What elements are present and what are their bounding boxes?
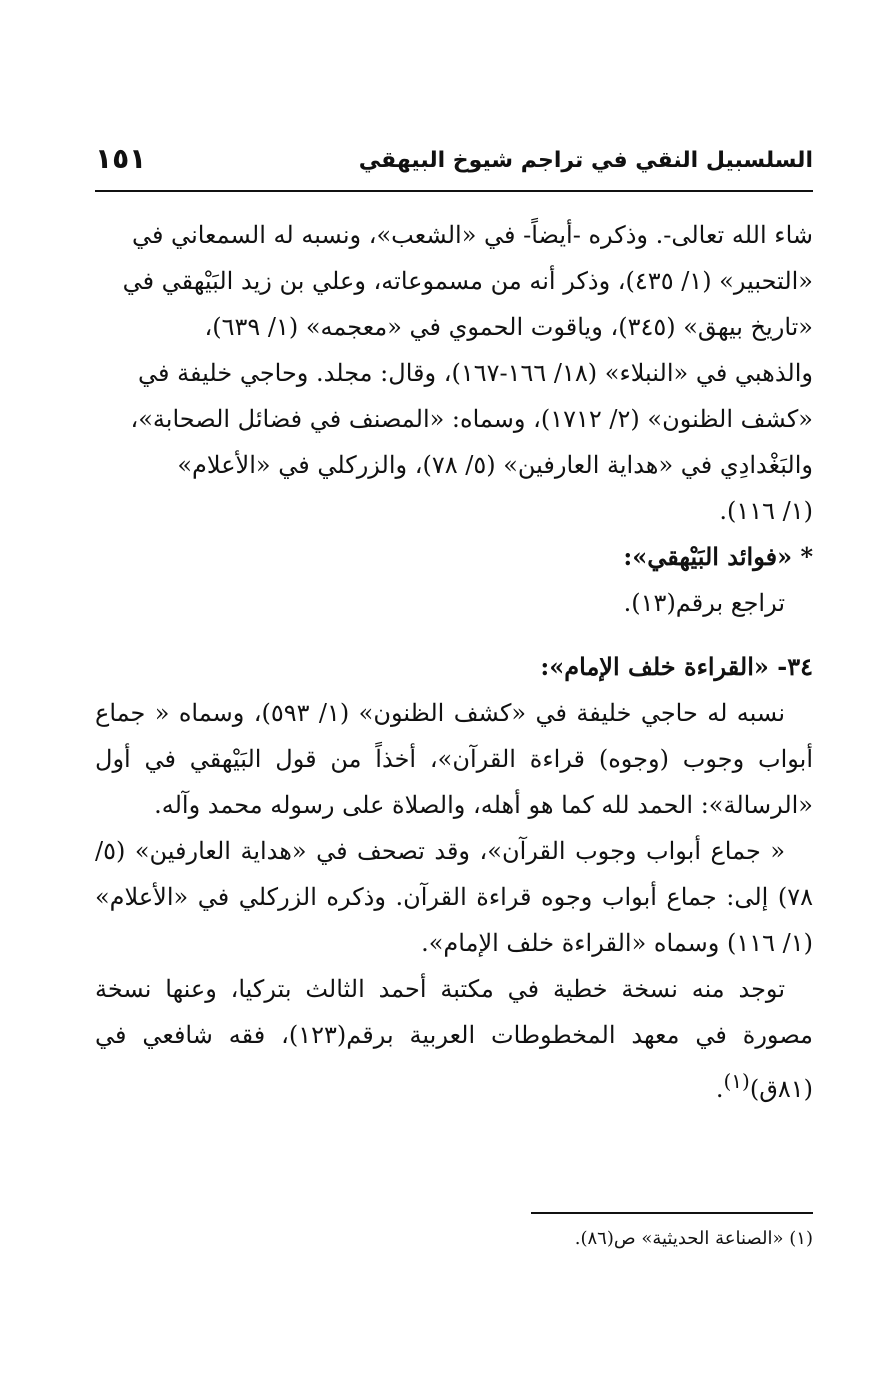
- footnote-ref: (١): [723, 1069, 750, 1093]
- paragraph-line: والذهبي في «النبلاء» (١٨/ ١٦٦-١٦٧)، وقال: مجلد. وحاجي خليفة في: [138, 359, 813, 387]
- paragraph-line: شاء الله تعالى-. وذكره -أيضاً- في «الشعب»، ونسبه له السمعاني في: [131, 221, 813, 249]
- paragraph-end: .: [715, 1075, 724, 1103]
- body-text: [95, 212, 813, 1112]
- running-title: السلسبيل النقي في تراجم شيوخ البيهقي: [358, 148, 813, 173]
- fawaid-heading: * «فوائد البَيْهقي»:: [623, 542, 813, 571]
- paragraph-line: «كشف الظنون» (٢/ ١٧١٢)، وسماه: «المصنف في فضائل الصحابة»،: [130, 405, 813, 433]
- paragraph-line: «تاريخ بيهق» (٣٤٥)، وياقوت الحموي في «معجمه» (١/ ٦٣٩)،: [204, 313, 813, 341]
- paragraph: « جماع أبواب وجوب القرآن»، وقد تصحف في «هداية العارفين» (٥/ ٧٨) إلى: جماع أبواب وجوه قراءة القرآن. وذكره الزركلي في «الأعلام» (١/ ١١٦) وسماه «القراءة خلف الإمام».: [95, 837, 813, 957]
- paragraph-line: (١/ ١١٦).: [719, 497, 813, 525]
- paragraph-line: والبَغْدادِي في «هداية العارفين» (٥/ ٧٨)، والزركلي في «الأعلام»: [177, 451, 813, 479]
- footnote: (١) «الصناعة الحديثية» ص(٨٦).: [574, 1228, 813, 1249]
- section-gap: [95, 626, 813, 644]
- header-rule: [95, 190, 813, 192]
- page-header: [95, 140, 813, 192]
- page-number: ١٥١: [95, 142, 147, 175]
- paragraph: نسبه له حاجي خليفة في «كشف الظنون» (١/ ٥٩٣)، وسماه « جماع أبواب وجوب (وجوه) قراءة القرآن»، أخذاً من قول البَيْهقي في أول «الرسالة»: الحمد لله كما هو أهله، والصلاة على رسوله محمد وآله.: [95, 699, 813, 819]
- paragraph-line: «التحبير» (١/ ٤٣٥)، وذكر أنه من مسموعاته، وعلي بن زيد البَيْهقي في: [122, 267, 813, 295]
- qiraa-heading: ٣٤- «القراءة خلف الإمام»:: [540, 652, 813, 681]
- paragraph-text: توجد منه نسخة خطية في مكتبة أحمد الثالث بتركيا، وعنها نسخة مصورة في معهد المخطوطات العربية برقم(١٢٣)، فقه شافعي في (٨١ق): [95, 975, 813, 1103]
- footnote-rule: [531, 1212, 813, 1214]
- fawaid-text: تراجع برقم(١٣).: [623, 589, 785, 617]
- paragraph: [95, 966, 813, 1112]
